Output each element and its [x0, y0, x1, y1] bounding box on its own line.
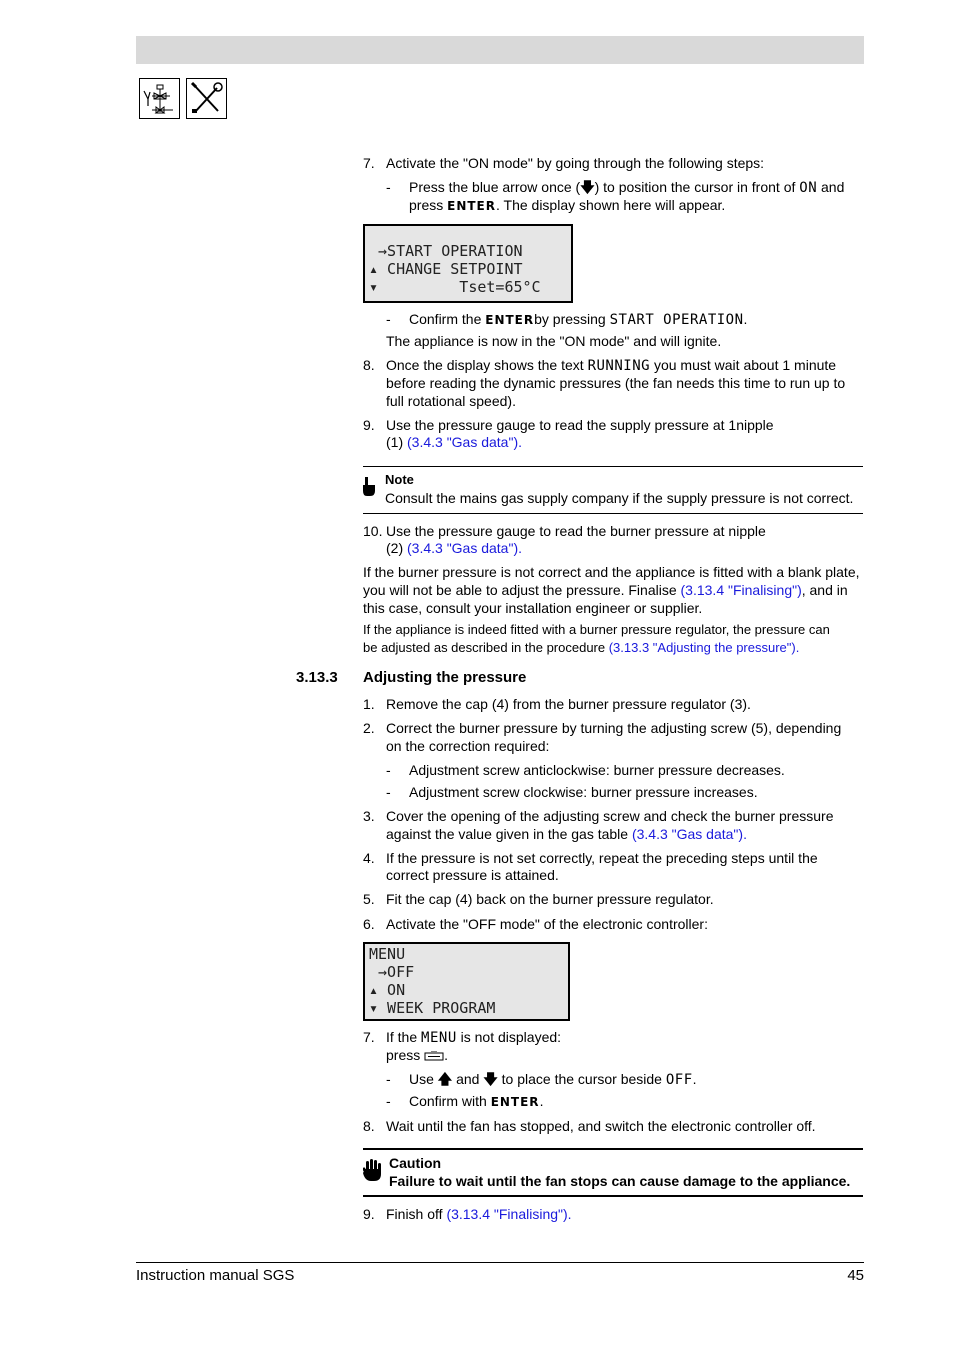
on-code: ON	[799, 180, 818, 196]
step-9-line-2	[386, 433, 522, 451]
bullet-dash: -	[386, 762, 391, 778]
text: .	[795, 640, 800, 655]
text: you must wait about 1 minute	[650, 357, 837, 373]
step-7-text: Activate the "ON mode" by going through the following steps:	[386, 155, 765, 171]
enter-key: ENTER	[485, 313, 535, 327]
header-bar	[136, 36, 864, 64]
text: ) to position the cursor in front of	[594, 179, 800, 195]
step-8-number: 8.	[363, 357, 375, 373]
text: If the	[386, 1029, 422, 1045]
text: press	[386, 1047, 425, 1063]
step-10-number: 10.	[363, 523, 383, 539]
step-5-number: 5.	[363, 891, 375, 907]
note-text: Consult the mains gas supply company if the supply pressure is not correct.	[385, 490, 854, 506]
step-7b-number: 7.	[363, 1029, 375, 1045]
page-number: 45	[847, 1267, 864, 1284]
step-8b-text: Wait until the fan has stopped, and switch the electronic controller off.	[386, 1118, 816, 1134]
step-7-number: 7.	[363, 155, 375, 171]
bullet-dash: -	[386, 311, 391, 327]
section-number: 3.13.3	[296, 669, 338, 686]
text: you will not be able to adjust the pressure. Finalise	[363, 582, 681, 598]
bullet-dash: -	[386, 1071, 391, 1087]
hand-pointing-icon	[362, 477, 376, 500]
text: and	[452, 1071, 484, 1087]
step-7b-bullet-1	[409, 1070, 697, 1089]
text: . The display shown here will appear.	[496, 197, 726, 213]
off-code: OFF	[665, 1072, 693, 1088]
text: .	[692, 1071, 697, 1087]
text: .	[518, 434, 522, 450]
gas-data-link[interactable]: (3.4.3 "Gas data")	[407, 540, 519, 556]
tools-wrench-screwdriver-icon	[186, 78, 227, 119]
confirm-line-2: The appliance is now in the "ON mode" and will ignite.	[386, 333, 722, 349]
step-10-line-2	[386, 539, 522, 557]
lcd-line: ▴ ON	[369, 981, 406, 999]
confirm-line	[409, 310, 747, 329]
adjusting-pressure-link[interactable]: (3.13.3 "Adjusting the pressure")	[608, 640, 796, 655]
lcd-line: MENU	[369, 945, 406, 963]
bullet-dash: -	[386, 784, 391, 800]
text: .	[567, 1206, 572, 1222]
lcd-display-menu	[363, 942, 570, 1021]
arrow-down-icon: 🡇	[483, 1071, 498, 1087]
text: .	[743, 311, 748, 327]
stop-hand-icon	[363, 1158, 381, 1185]
step-1-number: 1.	[363, 696, 375, 712]
step-7-bullet-1	[409, 178, 844, 197]
lcd-display-start	[363, 224, 573, 303]
step-8-line-2: before reading the dynamic pressures (the fan needs this time to run up to	[386, 375, 846, 391]
lcd-line: ▴ CHANGE SETPOINT	[369, 260, 523, 278]
step-3-number: 3.	[363, 808, 375, 824]
para-1-line-2	[363, 581, 848, 599]
step-1-text: Remove the cap (4) from the burner pressure regulator (3).	[386, 696, 751, 712]
step-6-text: Activate the "OFF mode" of the electronic controller:	[386, 916, 708, 932]
gas-data-link[interactable]: (3.4.3 "Gas data")	[631, 826, 744, 842]
lcd-line: ▾ Tset=65°C	[369, 278, 541, 296]
step-9b-text	[386, 1205, 572, 1223]
note-title: Note	[385, 472, 414, 487]
para-1-line-1: If the burner pressure is not correct and the appliance is fitted with a blank plate,	[363, 564, 860, 580]
arrow-down-icon: 🡇	[580, 179, 595, 195]
enter-key: ENTER	[490, 1095, 540, 1109]
step-8-line-3: full rotational speed).	[386, 393, 516, 409]
menu-key-icon	[424, 1047, 444, 1065]
text: Confirm the	[409, 311, 486, 327]
step-2-line-1: Correct the burner pressure by turning the adjusting screw (5), depending	[386, 720, 842, 736]
text: (1)	[386, 434, 407, 450]
step-7b-bullet-2	[409, 1092, 543, 1111]
para-1-line-3: this case, consult your installation engineer or supplier.	[363, 600, 703, 616]
caution-top-rule	[363, 1148, 863, 1150]
text: .	[743, 826, 747, 842]
step-7-bullet-1-line-2	[409, 196, 725, 215]
text: and	[817, 179, 845, 195]
bullet-dash: -	[386, 1093, 391, 1109]
menu-code: MENU	[421, 1030, 457, 1046]
lcd-line: →OFF	[369, 963, 415, 981]
footer-title: Instruction manual SGS	[136, 1267, 295, 1284]
text: , and in	[801, 582, 848, 598]
text: be adjusted as described in the procedure	[363, 640, 609, 655]
enter-key: ENTER	[447, 199, 496, 213]
text: (2)	[386, 540, 407, 556]
caution-bottom-rule	[363, 1195, 863, 1197]
footer-rule	[136, 1262, 864, 1263]
step-4-number: 4.	[363, 850, 375, 866]
bullet-dash: -	[386, 179, 391, 195]
step-2-bullet-1: Adjustment screw anticlockwise: burner pressure decreases.	[409, 762, 785, 778]
step-4-line-2: correct pressure is attained.	[386, 867, 559, 883]
step-3-line-1: Cover the opening of the adjusting screw and check the burner pressure	[386, 808, 834, 824]
installer-gas-valve-icon	[139, 78, 180, 119]
text: .	[539, 1093, 544, 1109]
lcd-line: →START OPERATION	[369, 242, 523, 260]
gas-data-link[interactable]: (3.4.3 "Gas data")	[407, 434, 519, 450]
para-2-line-1: If the appliance is indeed fitted with a burner pressure regulator, the pressure can	[363, 622, 830, 637]
text: press	[409, 197, 448, 213]
text: to place the cursor beside	[497, 1071, 666, 1087]
text: Press the blue arrow once (	[409, 179, 581, 195]
caution-text: Failure to wait until the fan stops can cause damage to the appliance.	[389, 1173, 851, 1189]
step-8-line-1	[386, 356, 836, 375]
finalising-link[interactable]: (3.13.4 "Finalising")	[446, 1206, 568, 1222]
step-9-number: 9.	[363, 417, 375, 433]
finalising-link[interactable]: (3.13.4 "Finalising")	[680, 582, 802, 598]
text: Finish off	[386, 1206, 447, 1222]
step-3-line-2	[386, 825, 747, 843]
arrow-up-icon: 🡅	[437, 1071, 453, 1087]
step-5-text: Fit the cap (4) back on the burner pressure regulator.	[386, 891, 714, 907]
text: .	[518, 540, 522, 556]
text: Use	[409, 1071, 438, 1087]
start-operation-code: START OPERATION	[609, 312, 744, 328]
step-9b-number: 9.	[363, 1206, 375, 1222]
text: Confirm with	[409, 1093, 491, 1109]
step-10-line-1: Use the pressure gauge to read the burner pressure at nipple	[386, 523, 766, 539]
text: against the value given in the gas table	[386, 826, 632, 842]
para-2-line-2	[363, 639, 799, 657]
step-4-line-1: If the pressure is not set correctly, repeat the preceding steps until the	[386, 850, 818, 866]
text: .	[444, 1047, 449, 1063]
step-2-line-2: on the correction required:	[386, 738, 550, 754]
text: by pressing	[534, 311, 610, 327]
step-6-number: 6.	[363, 916, 375, 932]
step-7b-line-2	[386, 1046, 448, 1065]
note-bottom-rule	[363, 513, 863, 514]
running-code: RUNNING	[587, 358, 651, 374]
text: is not displayed:	[456, 1029, 562, 1045]
lcd-line: ▾ WEEK PROGRAM	[369, 999, 496, 1017]
step-8b-number: 8.	[363, 1118, 375, 1134]
step-2-number: 2.	[363, 720, 375, 736]
note-top-rule	[363, 466, 863, 467]
step-2-bullet-2: Adjustment screw clockwise: burner pressure increases.	[409, 784, 758, 800]
section-title: Adjusting the pressure	[363, 669, 527, 686]
text: Once the display shows the text	[386, 357, 588, 373]
step-7b-line-1	[386, 1028, 561, 1047]
step-9-line-1: Use the pressure gauge to read the supply pressure at 1nipple	[386, 417, 774, 433]
caution-title: Caution	[389, 1155, 442, 1171]
